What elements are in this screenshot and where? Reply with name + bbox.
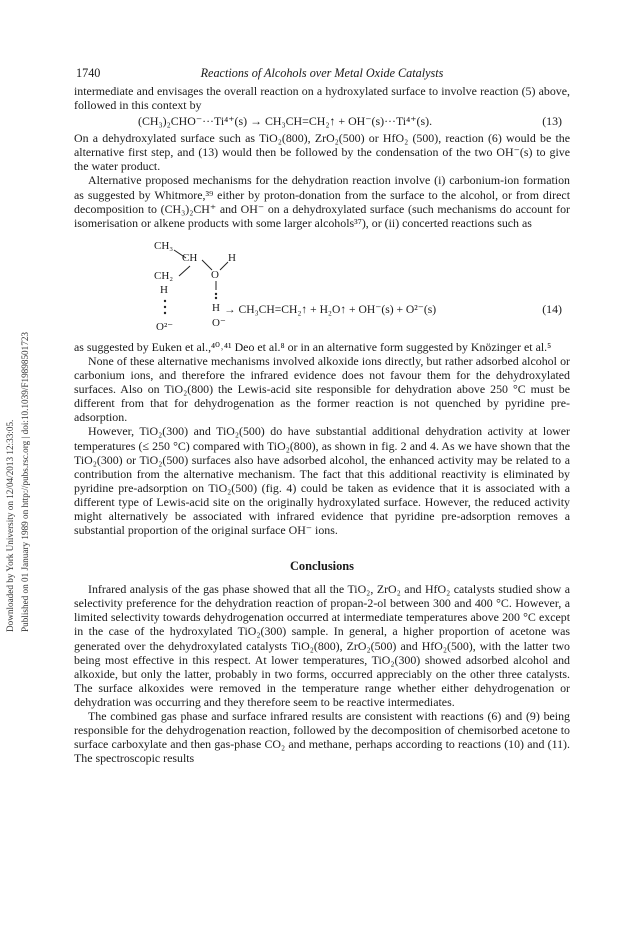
running-header <box>74 66 570 84</box>
paragraph: On a dehydroxylated surface such as TiO₂(800), ZrO₂(500) or HfO₂ (500), reaction (6) would be the alternative first step, and (13) would then be followed by the condensation of the two OH⁻(s) to give the water product. <box>74 131 570 174</box>
dot <box>215 297 217 299</box>
dot <box>215 293 217 295</box>
published-line: Published on 01 January 1989 on http://pubs.rsc.org | doi:10.1039/F19898501723 <box>20 331 30 632</box>
reaction-products: → CH₃CH=CH₂↑ + H₂O↑ + OH⁻(s) + O²⁻(s) <box>224 302 437 316</box>
atom-ch2: CH₂ <box>154 269 174 282</box>
paragraph: intermediate and envisages the overall reaction on a hydroxylated surface to involve reaction (5) above, followed in this context by <box>74 84 570 113</box>
bond-ch2-ch <box>179 266 190 276</box>
paragraph: Infrared analysis of the gas phase showed that all the TiO₂, ZrO₂ and HfO₂ catalysts studied show a selectivity preference for the dehydration reaction of propan-2-ol between 300 and 400 °C. However, a limited selectivity towards dehydrogenation occurred at intermediate temperatures above 200 °C except in the case of the hydroxylated TiO₂(300) sample. In general, a higher proportion of acetone was generated over the dehydroxylated catalysts TiO₂(800), ZrO₂(500) and HfO₂(500), with the latter two being most effective in this respect. At lower temperatures, TiO₂(300) showed adsorbed alcohol and alkoxide, but only the latter, probably in two forms, occurred appreciably on the other three catalysts. The surface alkoxides were removed in the temperature range whether either dehydrogenation or dehydration was occurring and they therefore seem to be reactive intermediates. <box>74 582 570 709</box>
atom-o-bottom: O²⁻ <box>156 320 174 333</box>
paragraph: as suggested by Euken et al.,⁴⁰˒⁴¹ Deo et al.⁸ or in an alternative form suggested by Knözinger et al.⁵ <box>74 339 552 354</box>
atom-ch: CH <box>182 251 198 264</box>
section-heading: Conclusions <box>289 559 355 574</box>
equation-expression: (CH₃)₂CHO⁻···Ti⁴⁺(s) → CH₃CH=CH₂↑ + OH⁻(s)···Ti⁴⁺(s). <box>138 114 433 129</box>
paragraph: Alternative proposed mechanisms for the dehydration reaction involve (i) carbonium-ion formation as suggested by Whitmore,³⁹ either by proton-donation from the surface to the alcohol, or from direct decomposition to (CH₃)₂CH⁺ and OH⁻ on a dehydroxylated surface (such mechanisms do account for isomerisation or alkene products with some larger alcohols³⁷), or (ii) concerted reactions such as <box>74 173 570 230</box>
dot <box>164 312 166 314</box>
page-number: 1740 <box>76 66 101 80</box>
atom-ch3: CH₃ <box>154 239 174 252</box>
atom-o: O <box>211 268 219 281</box>
downloaded-line: Downloaded by York University on 12/04/2013 12:33:05. <box>5 419 15 632</box>
paragraph: However, TiO₂(300) and TiO₂(500) do have substantial additional dehydration activity at lower temperatures (≤ 250 °C) compared with TiO₂(800), as shown in fig. 2 and 4. As we have shown that the TiO₂(300) or TiO₂(500) surfaces also have adsorbed alcohol, the enhanced activity may be related to a contribution from the alternative mechanism. The fact that this additional reactivity is eliminated by pyridine pre-adsorption on TiO₂(500) (fig. 4) could be taken as evidence that it is associated with a different type of Lewis-acid site on the originally hydroxylated surface. However, the reduced activity might alternatively be associated with infrared evidence that pyridine pre-adsorption removes a substantial proportion of the original surface OH⁻ ions. <box>74 424 570 538</box>
bond-o-h <box>220 262 228 270</box>
running-title: Reactions of Alcohols over Metal Oxide Catalysts <box>200 66 444 80</box>
equation-13 <box>74 112 570 131</box>
page-body <box>74 66 570 765</box>
atom-o-minus: O⁻ <box>212 316 226 329</box>
paragraph: The combined gas phase and surface infrared results are consistent with reactions (6) and (9) being responsible for the dehydrogenation reaction, followed by the decomposition of chemisorbed acetone to surface carboxylate and then gas-phase CO₂ and methane, perhaps according to reactions (10) and (11). The spectroscopic results <box>74 709 570 766</box>
equation-number: (14) <box>542 301 562 316</box>
paragraph: None of these alternative mechanisms involved alkoxide ions directly, but rather adsorbed alcohol or carbonium ions, and therefore the infrared evidence does not favour them for the dehydroxylated surfaces. Also on TiO₂(800) the Lewis-acid site responsible for dehydration above 250 °C must be different from that for dehydrogenation as the former reaction is not quenched by pyridine pre-adsorption. <box>74 353 570 425</box>
atom-h-left: H <box>160 283 168 296</box>
scheme-bonds <box>74 230 570 340</box>
equation-number: (13) <box>542 114 562 129</box>
download-notice <box>2 170 32 640</box>
atom-h-top: H <box>228 251 236 264</box>
equation-14-scheme <box>74 230 570 340</box>
dot <box>164 300 166 302</box>
dot <box>164 306 166 308</box>
atom-h-right: H <box>212 301 220 314</box>
